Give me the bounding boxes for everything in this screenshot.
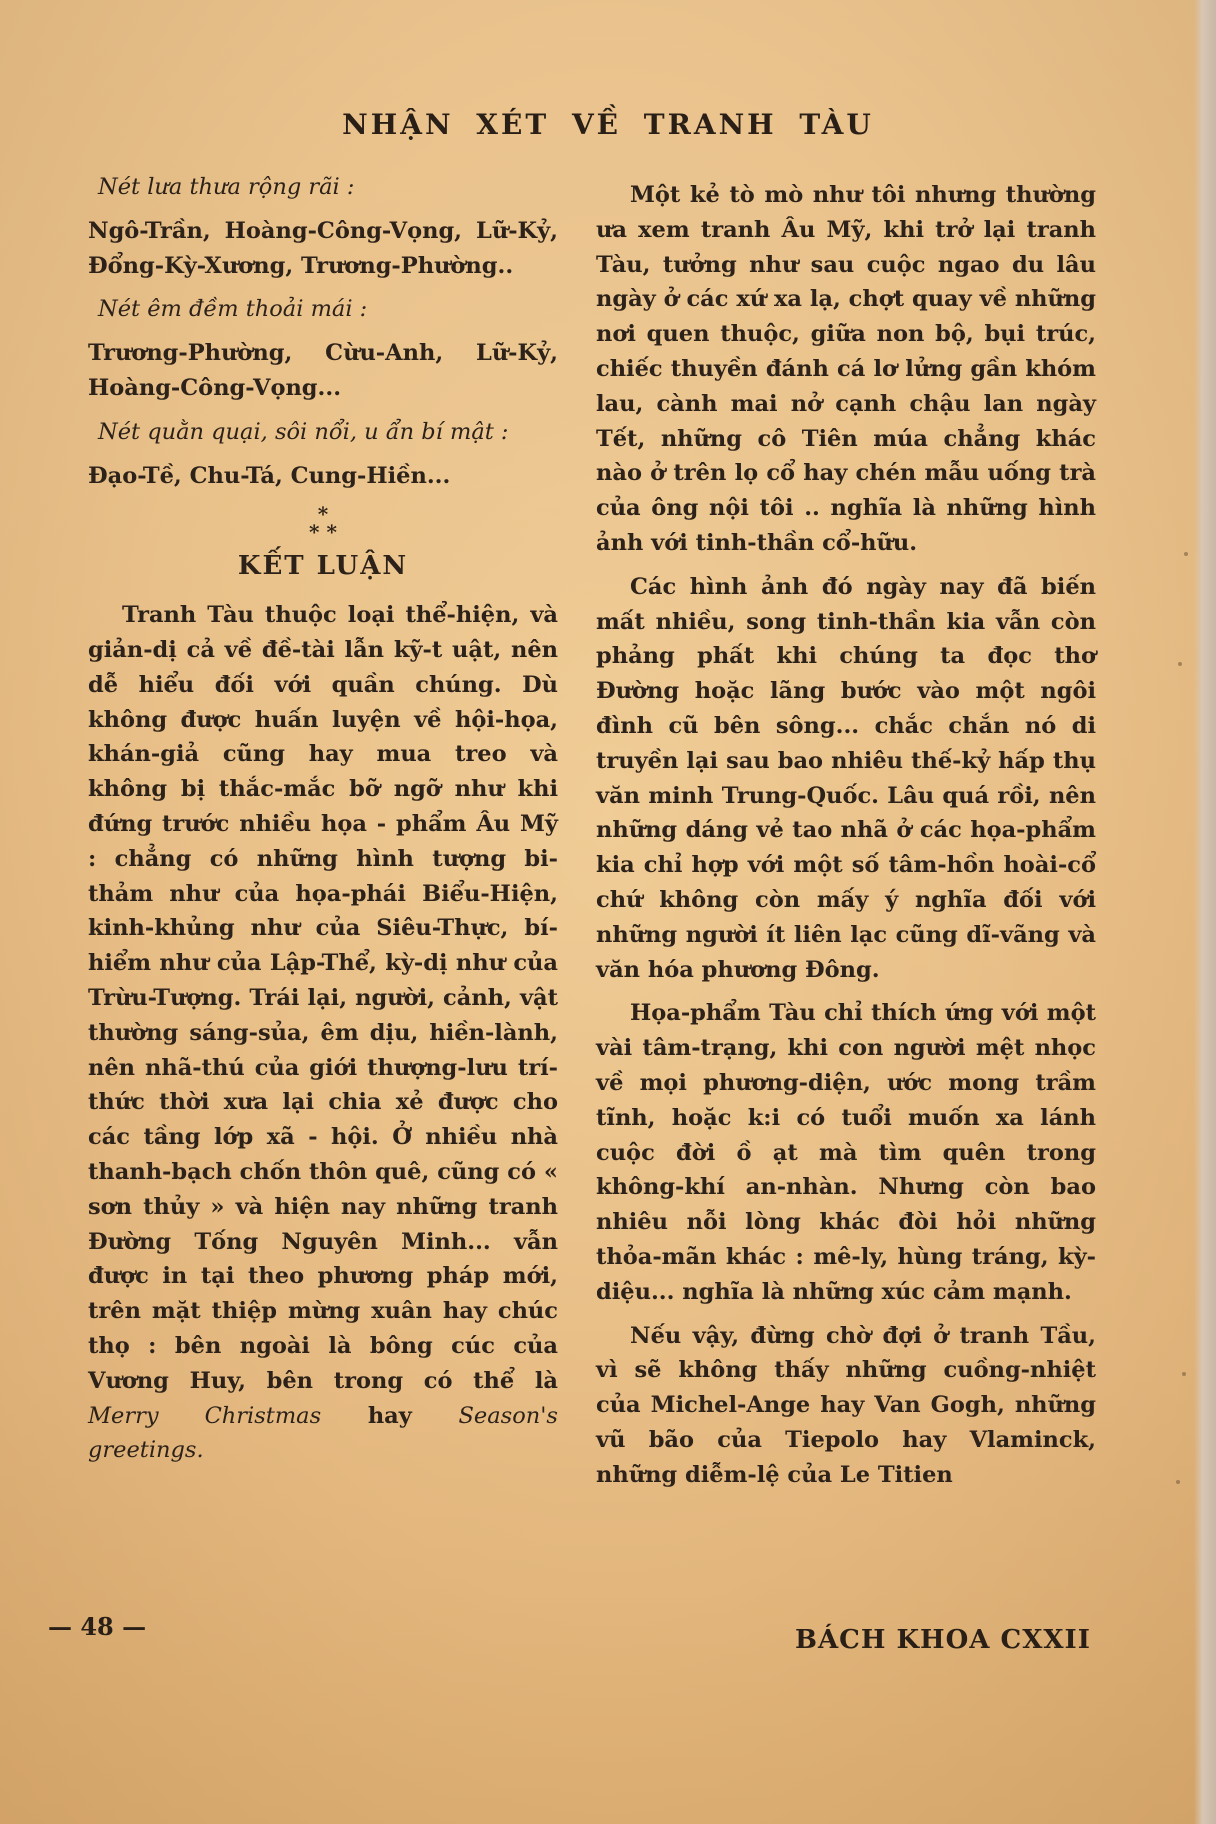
painter-list-3: Đạo-Tề, Chu-Tá, Cung-Hiền... [88, 462, 451, 489]
page-header-title: NHẬN XÉT VỀ TRANH TÀU [342, 108, 874, 141]
section-title-conclusion: KẾT LUẬN [237, 551, 409, 582]
conclusion-paragraph [88, 598, 558, 1468]
right-paragraph-4: Nếu vậy, đừng chờ đợi ở tranh Tầu, vì sẽ không thấy những cuồng-nhiệt của Michel-Ange hay Van Gogh, những vũ bão của Tiepolo hay Vlaminck, những diễm-lệ của Le Titien [596, 1322, 1096, 1488]
paper-speck [1184, 552, 1188, 556]
conclusion-italic-christmas: Merry Christmas [88, 1402, 322, 1429]
separator-star-bottom: * * [309, 520, 337, 545]
right-paragraph-3: Họa-phẩm Tàu chỉ thích ứng với một vài tâm-trạng, khi con người mệt nhọc về mọi phương-diện, ước mong trầm tĩnh, hoặc k:i có tuổi muốn xa lánh cuộc đời ồ ạt mà tìm quên trong không-khí an-nhàn. Nhưng còn bao nhiêu nỗi lòng khác đòi hỏi những thỏa-mãn khác : mê-ly, hùng tráng, kỳ-diệu... nghĩa là những xúc cảm mạnh. [596, 1000, 1096, 1305]
style-heading-3: Nét quằn quại, sôi nổi, u ẩn bí mật : [98, 418, 509, 445]
paper-speck [1182, 1372, 1186, 1376]
conclusion-italic-greetings: Season's greetings. [88, 1402, 558, 1464]
painter-list-2: Trương-Phường, Cừu-Anh, Lữ-Kỷ, Hoàng-Công-Vọng... [88, 340, 558, 401]
page-edge [1194, 0, 1216, 1824]
right-paragraph-2: Các hình ảnh đó ngày nay đã biến mất nhiều, song tinh-thần kia vẫn còn phảng phất khi chúng ta đọc thơ Đường hoặc lãng bước vào một ngôi đình cũ bên sông... chắc chắn nó di truyền lại sau bao nhiêu thế-kỷ hấp thụ văn minh Trung-Quốc. Lâu quá rồi, nên những dáng vẻ tao nhã ở các họa-phẩm kia chỉ hợp với một số tâm-hồn hoài-cổ chứ không còn mấy ý nghĩa đối với những người ít liên lạc cũng dĩ-vãng và văn hóa phương Đông. [596, 573, 1096, 983]
style-heading-2: Nét êm đềm thoải mái : [98, 296, 368, 323]
section-separator [88, 502, 558, 545]
conclusion-hay: hay [367, 1402, 412, 1429]
page-number: — 48 — [48, 1612, 147, 1641]
paper-speck [1178, 662, 1182, 666]
separator-star-top: * [317, 502, 329, 527]
left-column [88, 170, 558, 1477]
publication-name: BÁCH KHOA CXXII [795, 1625, 1091, 1655]
painter-list-1: Ngô-Trần, Hoàng-Công-Vọng, Lữ-Kỷ, Đổng-Kỳ-Xương, Trương-Phường.. [88, 217, 558, 279]
paper-speck [1176, 1480, 1180, 1484]
right-paragraph-1: Một kẻ tò mò như tôi nhưng thường ưa xem tranh Âu Mỹ, khi trở lại tranh Tàu, tưởng như sau cuộc ngao du lâu ngày ở các xứ xa lạ, chợt quay về những nơi quen thuộc, giữa non bộ, bụi trúc, chiếc thuyền đánh cá lơ lửng gần khóm lau, cành mai nở cạnh chậu lan ngày Tết, những cô Tiên múa chẳng khác nào ở trên lọ cổ hay chén mẫu uống trà của ông nội tôi .. nghĩa là những hình ảnh với tinh-thần cổ-hữu. [596, 182, 1096, 556]
conclusion-text: Tranh Tàu thuộc loại thể-hiện, và giản-dị cả về đề-tài lẫn kỹ-t uật, nên dễ hiểu đối với quần chúng. Dù không được huấn luyện về hội-họa, khán-giả cũng hay mua treo và không bị thắc-mắc bỡ ngỡ như khi đứng trước nhiều họa - phẩm Âu Mỹ : chẳng có những hình tượng bi-thảm như của họa-phái Biểu-Hiện, kinh-khủng như của Siêu-Thực, bí-hiểm như của Lập-Thể, kỳ-dị như của Trừu-Tượng. Trái lại, người, cảnh, vật thường sáng-sủa, êm dịu, hiền-lành, nên nhã-thú của giới thượng-lưu trí-thức thời xưa lại chia xẻ được cho các tầng lớp xã - hội. Ở nhiều nhà thanh-bạch chốn thôn quê, cũng có « sơn thủy » và hiện nay những tranh Đường Tống Nguyên Minh... vẫn được in tại theo phương pháp mới, trên mặt thiệp mừng xuân hay chúc thọ : bên ngoài là bông cúc của Vương Huy, bên trong có thể là [88, 602, 558, 1394]
style-heading-1: Nét lưa thưa rộng rãi : [98, 174, 355, 200]
right-column [596, 178, 1096, 1501]
